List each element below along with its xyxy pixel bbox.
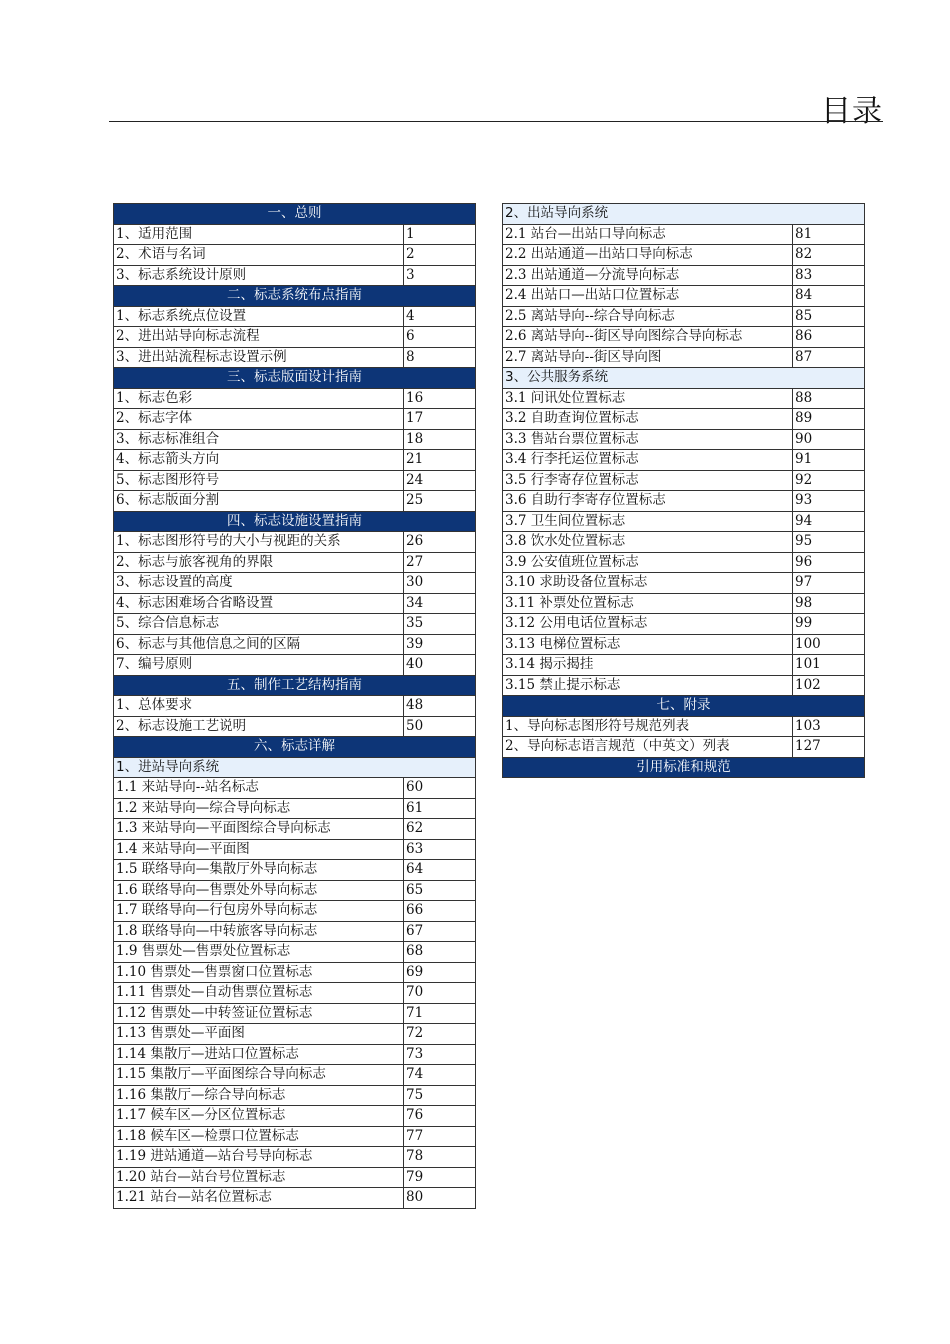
toc-entry-title: 5、标志图形符号: [114, 470, 404, 491]
toc-entry: [114, 552, 476, 573]
subsection-header: [114, 757, 476, 778]
toc-entry-page: 102: [793, 675, 865, 696]
section-header: [114, 286, 476, 307]
toc-entry-page: 88: [793, 388, 865, 409]
toc-entry-page: 87: [793, 347, 865, 368]
toc-entry-title: 1.20 站台—站台号位置标志: [114, 1167, 404, 1188]
toc-entry-title: 2、标志与旅客视角的界限: [114, 552, 404, 573]
toc-entry-page: 83: [793, 265, 865, 286]
toc-entry: [503, 429, 865, 450]
section-header: [503, 696, 865, 717]
toc-entry-page: 96: [793, 552, 865, 573]
toc-entry-title: 3.2 自助查询位置标志: [503, 409, 793, 430]
toc-entry-page: 8: [404, 347, 476, 368]
toc-entry: [503, 347, 865, 368]
toc-entry-page: 67: [404, 921, 476, 942]
toc-entry: [114, 634, 476, 655]
toc-entry: [114, 655, 476, 676]
toc-entry-page: 3: [404, 265, 476, 286]
toc-entry: [503, 388, 865, 409]
toc-entry: [114, 224, 476, 245]
toc-entry-page: 73: [404, 1044, 476, 1065]
toc-entry: [503, 491, 865, 512]
toc-entry-page: 92: [793, 470, 865, 491]
section-title: 七、附录: [503, 696, 865, 717]
toc-entry-title: 1.16 集散厅—综合导向标志: [114, 1085, 404, 1106]
toc-entry-title: 1.8 联络导向—中转旅客导向标志: [114, 921, 404, 942]
toc-entry-page: 25: [404, 491, 476, 512]
toc-entry-page: 100: [793, 634, 865, 655]
toc-entry-title: 1.15 集散厅—平面图综合导向标志: [114, 1065, 404, 1086]
toc-entry: [114, 491, 476, 512]
toc-entry-title: 3、标志设置的高度: [114, 573, 404, 594]
toc-entry-title: 3、进出站流程标志设置示例: [114, 347, 404, 368]
toc-left-body: [114, 204, 476, 1209]
toc-entry: [114, 839, 476, 860]
toc-entry-page: 98: [793, 593, 865, 614]
toc-entry: [114, 880, 476, 901]
toc-entry-page: 85: [793, 306, 865, 327]
toc-entry-title: 1.10 售票处—售票窗口位置标志: [114, 962, 404, 983]
toc-entry: [114, 942, 476, 963]
toc-entry-page: 18: [404, 429, 476, 450]
toc-entry: [503, 552, 865, 573]
subsection-title: 3、公共服务系统: [503, 368, 865, 389]
toc-entry-page: 103: [793, 716, 865, 737]
toc-entry-title: 2.2 出站通道—出站口导向标志: [503, 245, 793, 266]
toc-entry-page: 35: [404, 614, 476, 635]
toc-entry: [503, 532, 865, 553]
toc-entry-title: 6、标志版面分割: [114, 491, 404, 512]
toc-entry-title: 3.14 揭示揭挂: [503, 655, 793, 676]
toc-entry-page: 26: [404, 532, 476, 553]
toc-entry: [503, 327, 865, 348]
toc-entry-page: 89: [793, 409, 865, 430]
toc-entry: [503, 450, 865, 471]
toc-entry: [114, 983, 476, 1004]
toc-entry: [114, 593, 476, 614]
toc-entry-page: 62: [404, 819, 476, 840]
toc-entry: [503, 511, 865, 532]
toc-entry-page: 75: [404, 1085, 476, 1106]
toc-entry: [114, 265, 476, 286]
toc-entry-page: 27: [404, 552, 476, 573]
toc-entry-page: 69: [404, 962, 476, 983]
toc-entry-page: 34: [404, 593, 476, 614]
toc-entry-title: 5、综合信息标志: [114, 614, 404, 635]
toc-entry: [503, 593, 865, 614]
toc-entry-page: 65: [404, 880, 476, 901]
toc-entry-title: 4、标志箭头方向: [114, 450, 404, 471]
toc-entry: [114, 778, 476, 799]
toc-entry: [503, 265, 865, 286]
toc-entry-page: 84: [793, 286, 865, 307]
toc-entry-title: 2、标志设施工艺说明: [114, 716, 404, 737]
toc-entry-page: 63: [404, 839, 476, 860]
toc-entry-title: 3.15 禁止提示标志: [503, 675, 793, 696]
toc-entry-page: 79: [404, 1167, 476, 1188]
toc-entry-title: 1、标志图形符号的大小与视距的关系: [114, 532, 404, 553]
toc-entry-title: 1.12 售票处—中转签证位置标志: [114, 1003, 404, 1024]
section-title: 引用标准和规范: [503, 757, 865, 778]
section-title: 一、总则: [114, 204, 476, 225]
toc-entry-title: 3.12 公用电话位置标志: [503, 614, 793, 635]
toc-entry-title: 3.6 自助行李寄存位置标志: [503, 491, 793, 512]
toc-entry-page: 95: [793, 532, 865, 553]
toc-entry-page: 4: [404, 306, 476, 327]
toc-entry: [114, 429, 476, 450]
toc-entry-page: 97: [793, 573, 865, 594]
toc-entry-page: 64: [404, 860, 476, 881]
toc-entry: [114, 450, 476, 471]
toc-entry-page: 81: [793, 224, 865, 245]
toc-entry-page: 127: [793, 737, 865, 758]
toc-entry-title: 1.5 联络导向—集散厅外导向标志: [114, 860, 404, 881]
toc-entry: [114, 1024, 476, 1045]
toc-entry-title: 3.1 问讯处位置标志: [503, 388, 793, 409]
toc-entry-page: 72: [404, 1024, 476, 1045]
section-header: [503, 757, 865, 778]
toc-entry: [503, 573, 865, 594]
toc-entry-page: 68: [404, 942, 476, 963]
toc-entry-page: 50: [404, 716, 476, 737]
toc-entry-title: 2.3 出站通道—分流导向标志: [503, 265, 793, 286]
toc-entry-page: 101: [793, 655, 865, 676]
toc-entry: [114, 1126, 476, 1147]
page-title: 目录: [821, 94, 883, 129]
toc-entry: [114, 819, 476, 840]
toc-entry-title: 3.5 行李寄存位置标志: [503, 470, 793, 491]
toc-entry-page: 99: [793, 614, 865, 635]
toc-entry-title: 1.7 联络导向—行包房外导向标志: [114, 901, 404, 922]
toc-entry: [114, 798, 476, 819]
toc-entry-page: 74: [404, 1065, 476, 1086]
toc-entry: [114, 962, 476, 983]
toc-entry: [503, 245, 865, 266]
toc-entry-title: 3.8 饮水处位置标志: [503, 532, 793, 553]
toc-entry-page: 17: [404, 409, 476, 430]
section-header: [114, 511, 476, 532]
toc-entry-page: 39: [404, 634, 476, 655]
toc-entry-page: 86: [793, 327, 865, 348]
section-title: 六、标志详解: [114, 737, 476, 758]
toc-entry-page: 76: [404, 1106, 476, 1127]
toc-entry: [503, 737, 865, 758]
toc-entry-title: 2.6 离站导向--街区导向图综合导向标志: [503, 327, 793, 348]
toc-entry-title: 3、标志标准组合: [114, 429, 404, 450]
toc-entry: [114, 1147, 476, 1168]
section-header: [114, 675, 476, 696]
section-title: 四、标志设施设置指南: [114, 511, 476, 532]
toc-entry: [503, 409, 865, 430]
toc-entry-page: 71: [404, 1003, 476, 1024]
toc-entry-page: 90: [793, 429, 865, 450]
toc-entry-title: 2、导向标志语言规范（中英文）列表: [503, 737, 793, 758]
toc-entry: [114, 1044, 476, 1065]
toc-entry: [114, 716, 476, 737]
toc-entry: [114, 573, 476, 594]
toc-entry: [503, 306, 865, 327]
section-header: [114, 368, 476, 389]
toc-entry-page: 78: [404, 1147, 476, 1168]
toc-entry-page: 40: [404, 655, 476, 676]
toc-entry-page: 21: [404, 450, 476, 471]
toc-entry-title: 3、标志系统设计原则: [114, 265, 404, 286]
toc-entry-title: 1.18 候车区—检票口位置标志: [114, 1126, 404, 1147]
toc-entry-title: 3.11 补票处位置标志: [503, 593, 793, 614]
toc-entry-title: 1、导向标志图形符号规范列表: [503, 716, 793, 737]
toc-entry-page: 94: [793, 511, 865, 532]
toc-entry-page: 2: [404, 245, 476, 266]
toc-entry: [114, 388, 476, 409]
toc-entry: [503, 614, 865, 635]
toc-entry: [114, 921, 476, 942]
section-title: 五、制作工艺结构指南: [114, 675, 476, 696]
toc-entry: [503, 634, 865, 655]
toc-entry-page: 70: [404, 983, 476, 1004]
toc-entry: [503, 716, 865, 737]
toc-entry-title: 6、标志与其他信息之间的区隔: [114, 634, 404, 655]
subsection-header: [503, 368, 865, 389]
toc-entry-title: 1.21 站台—站名位置标志: [114, 1188, 404, 1209]
toc-entry-title: 1.9 售票处—售票处位置标志: [114, 942, 404, 963]
toc-entry: [503, 675, 865, 696]
toc-entry-page: 48: [404, 696, 476, 717]
toc-table-right: [502, 203, 865, 778]
toc-entry: [114, 1085, 476, 1106]
section-title: 三、标志版面设计指南: [114, 368, 476, 389]
title-divider: [109, 121, 883, 122]
toc-entry-title: 3.9 公安值班位置标志: [503, 552, 793, 573]
toc-right-body: [503, 204, 865, 778]
toc-entry-page: 61: [404, 798, 476, 819]
toc-entry: [114, 532, 476, 553]
toc-entry-title: 3.3 售站台票位置标志: [503, 429, 793, 450]
toc-entry-title: 1.19 进站通道—站台号导向标志: [114, 1147, 404, 1168]
toc-entry-page: 93: [793, 491, 865, 512]
toc-entry: [114, 327, 476, 348]
toc-entry-page: 24: [404, 470, 476, 491]
toc-entry: [114, 901, 476, 922]
toc-entry: [503, 286, 865, 307]
toc-entry-title: 1.13 售票处—平面图: [114, 1024, 404, 1045]
toc-entry: [114, 347, 476, 368]
toc-entry-title: 1.11 售票处—自动售票位置标志: [114, 983, 404, 1004]
toc-entry-page: 30: [404, 573, 476, 594]
toc-entry-title: 1.14 集散厅—进站口位置标志: [114, 1044, 404, 1065]
toc-entry-title: 2、术语与名词: [114, 245, 404, 266]
toc-entry: [114, 470, 476, 491]
toc-entry-title: 1.1 来站导向--站名标志: [114, 778, 404, 799]
toc-entry: [114, 1003, 476, 1024]
subsection-header: [503, 204, 865, 225]
toc-entry: [114, 245, 476, 266]
toc-entry: [503, 655, 865, 676]
toc-entry: [114, 409, 476, 430]
subsection-title: 1、进站导向系统: [114, 757, 476, 778]
toc-entry-title: 4、标志困难场合省略设置: [114, 593, 404, 614]
toc-entry-title: 3.7 卫生间位置标志: [503, 511, 793, 532]
section-title: 二、标志系统布点指南: [114, 286, 476, 307]
toc-table-left: [113, 203, 476, 1209]
toc-entry-page: 91: [793, 450, 865, 471]
toc-entry-page: 82: [793, 245, 865, 266]
toc-entry-title: 2、标志字体: [114, 409, 404, 430]
toc-entry-title: 2.5 离站导向--综合导向标志: [503, 306, 793, 327]
toc-entry-title: 7、编号原则: [114, 655, 404, 676]
toc-entry: [114, 1065, 476, 1086]
toc-entry-title: 2.1 站台—出站口导向标志: [503, 224, 793, 245]
toc-entry-title: 1.17 候车区—分区位置标志: [114, 1106, 404, 1127]
toc-entry-title: 1.2 来站导向—综合导向标志: [114, 798, 404, 819]
toc-entry-title: 1.6 联络导向—售票处外导向标志: [114, 880, 404, 901]
toc-entry: [114, 306, 476, 327]
toc-entry: [114, 1167, 476, 1188]
toc-entry-title: 2.7 离站导向--街区导向图: [503, 347, 793, 368]
toc-entry-title: 1、标志系统点位设置: [114, 306, 404, 327]
toc-entry: [114, 1188, 476, 1209]
toc-entry-title: 1.4 来站导向—平面图: [114, 839, 404, 860]
toc-entry: [114, 696, 476, 717]
toc-entry-title: 2.4 出站口—出站口位置标志: [503, 286, 793, 307]
toc-entry: [503, 470, 865, 491]
toc-entry-title: 1.3 来站导向—平面图综合导向标志: [114, 819, 404, 840]
toc-entry-title: 1、标志色彩: [114, 388, 404, 409]
toc-entry-title: 3.4 行李托运位置标志: [503, 450, 793, 471]
toc-entry: [114, 1106, 476, 1127]
toc-entry: [114, 614, 476, 635]
subsection-title: 2、出站导向系统: [503, 204, 865, 225]
section-header: [114, 737, 476, 758]
toc-entry: [114, 860, 476, 881]
section-header: [114, 204, 476, 225]
toc-entry: [503, 224, 865, 245]
toc-entry-page: 80: [404, 1188, 476, 1209]
toc-entry-page: 77: [404, 1126, 476, 1147]
toc-entry-title: 3.13 电梯位置标志: [503, 634, 793, 655]
toc-entry-page: 6: [404, 327, 476, 348]
toc-entry-title: 1、适用范围: [114, 224, 404, 245]
toc-entry-title: 1、总体要求: [114, 696, 404, 717]
toc-entry-page: 1: [404, 224, 476, 245]
toc-entry-page: 66: [404, 901, 476, 922]
toc-entry-title: 2、进出站导向标志流程: [114, 327, 404, 348]
toc-entry-page: 16: [404, 388, 476, 409]
toc-entry-title: 3.10 求助设备位置标志: [503, 573, 793, 594]
toc-entry-page: 60: [404, 778, 476, 799]
